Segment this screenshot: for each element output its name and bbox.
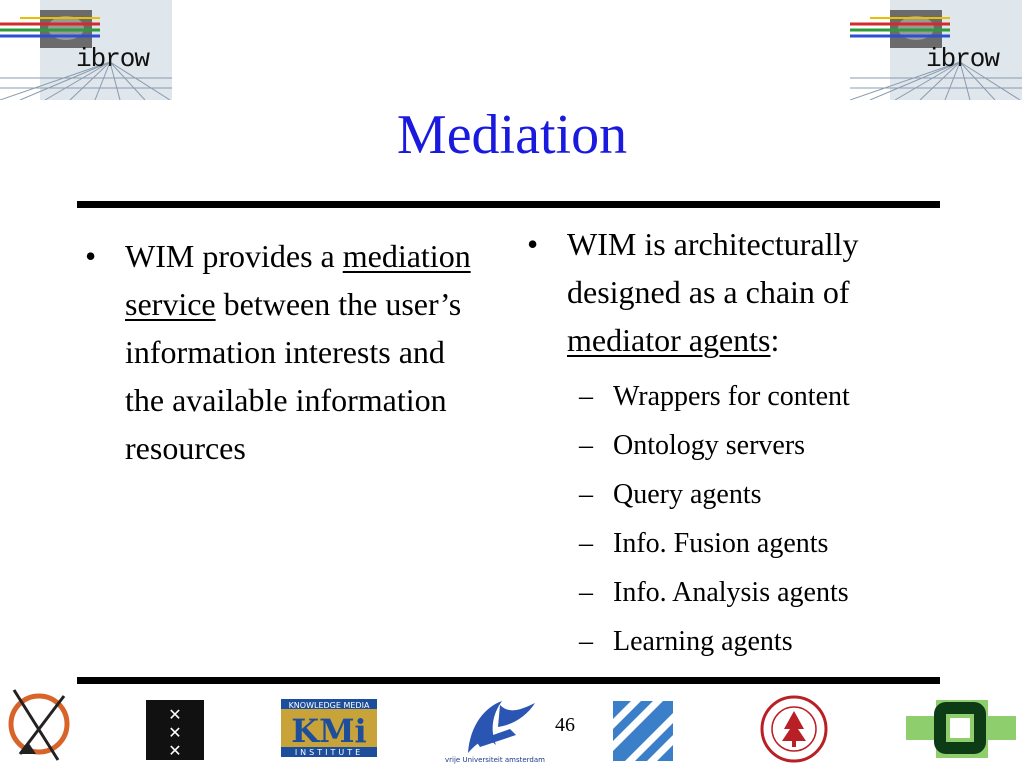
- kmi-main-text: KMi: [291, 712, 367, 750]
- left-column: [85, 232, 485, 472]
- compass-logo: [6, 684, 72, 769]
- svg-text:✕: ✕: [168, 741, 182, 760]
- kmi-bottom-text: INSTITUTE: [294, 748, 364, 757]
- mediator-agents-link: mediator agents: [567, 322, 771, 358]
- mediation-service-link: mediation service: [125, 238, 471, 322]
- right-bullet: [527, 220, 947, 364]
- vu-amsterdam-logo: [440, 695, 550, 770]
- stanford-seal-logo: [760, 695, 828, 768]
- list-item: – Info. Analysis agents: [579, 577, 849, 608]
- list-item: – Learning agents: [579, 626, 793, 657]
- list-item: – Query agents: [579, 479, 762, 510]
- kmi-top-text: KNOWLEDGE MEDIA: [288, 701, 370, 710]
- vu-logo-text: vrije Universiteit amsterdam: [445, 756, 545, 764]
- bullet-marker: •: [85, 238, 97, 274]
- kmi-logo: [281, 699, 377, 762]
- bullet-marker: •: [527, 226, 539, 262]
- left-bullet-text: WIM provides a mediation service between the user’s information interests and the available information resources: [125, 238, 471, 466]
- list-item: – Wrappers for content: [579, 381, 850, 412]
- mediator-agent-list: [579, 372, 947, 666]
- list-item: – Ontology servers: [579, 430, 806, 461]
- left-bullet: [85, 232, 485, 472]
- right-bullet-text: WIM is architecturally designed as a chain of mediator agents:: [567, 226, 859, 358]
- ibrow-logo-text: ibrow: [76, 44, 150, 74]
- green-square-logo: [906, 700, 1016, 763]
- ibrow-logo-right: [850, 0, 1022, 100]
- right-column: [527, 220, 947, 666]
- uva-logo: [146, 700, 204, 765]
- top-divider: [77, 201, 940, 208]
- ibrow-logo-left: [0, 0, 172, 100]
- svg-text:✕: ✕: [168, 723, 182, 742]
- page-number: 46: [555, 714, 575, 736]
- slide-title: Mediation: [396, 104, 628, 166]
- svg-text:✕: ✕: [168, 705, 182, 724]
- bottom-divider: [77, 677, 940, 684]
- ibrow-logo-text: ibrow: [926, 44, 1000, 74]
- list-item: – Info. Fusion agents: [579, 528, 829, 559]
- stripes-logo: [613, 701, 673, 766]
